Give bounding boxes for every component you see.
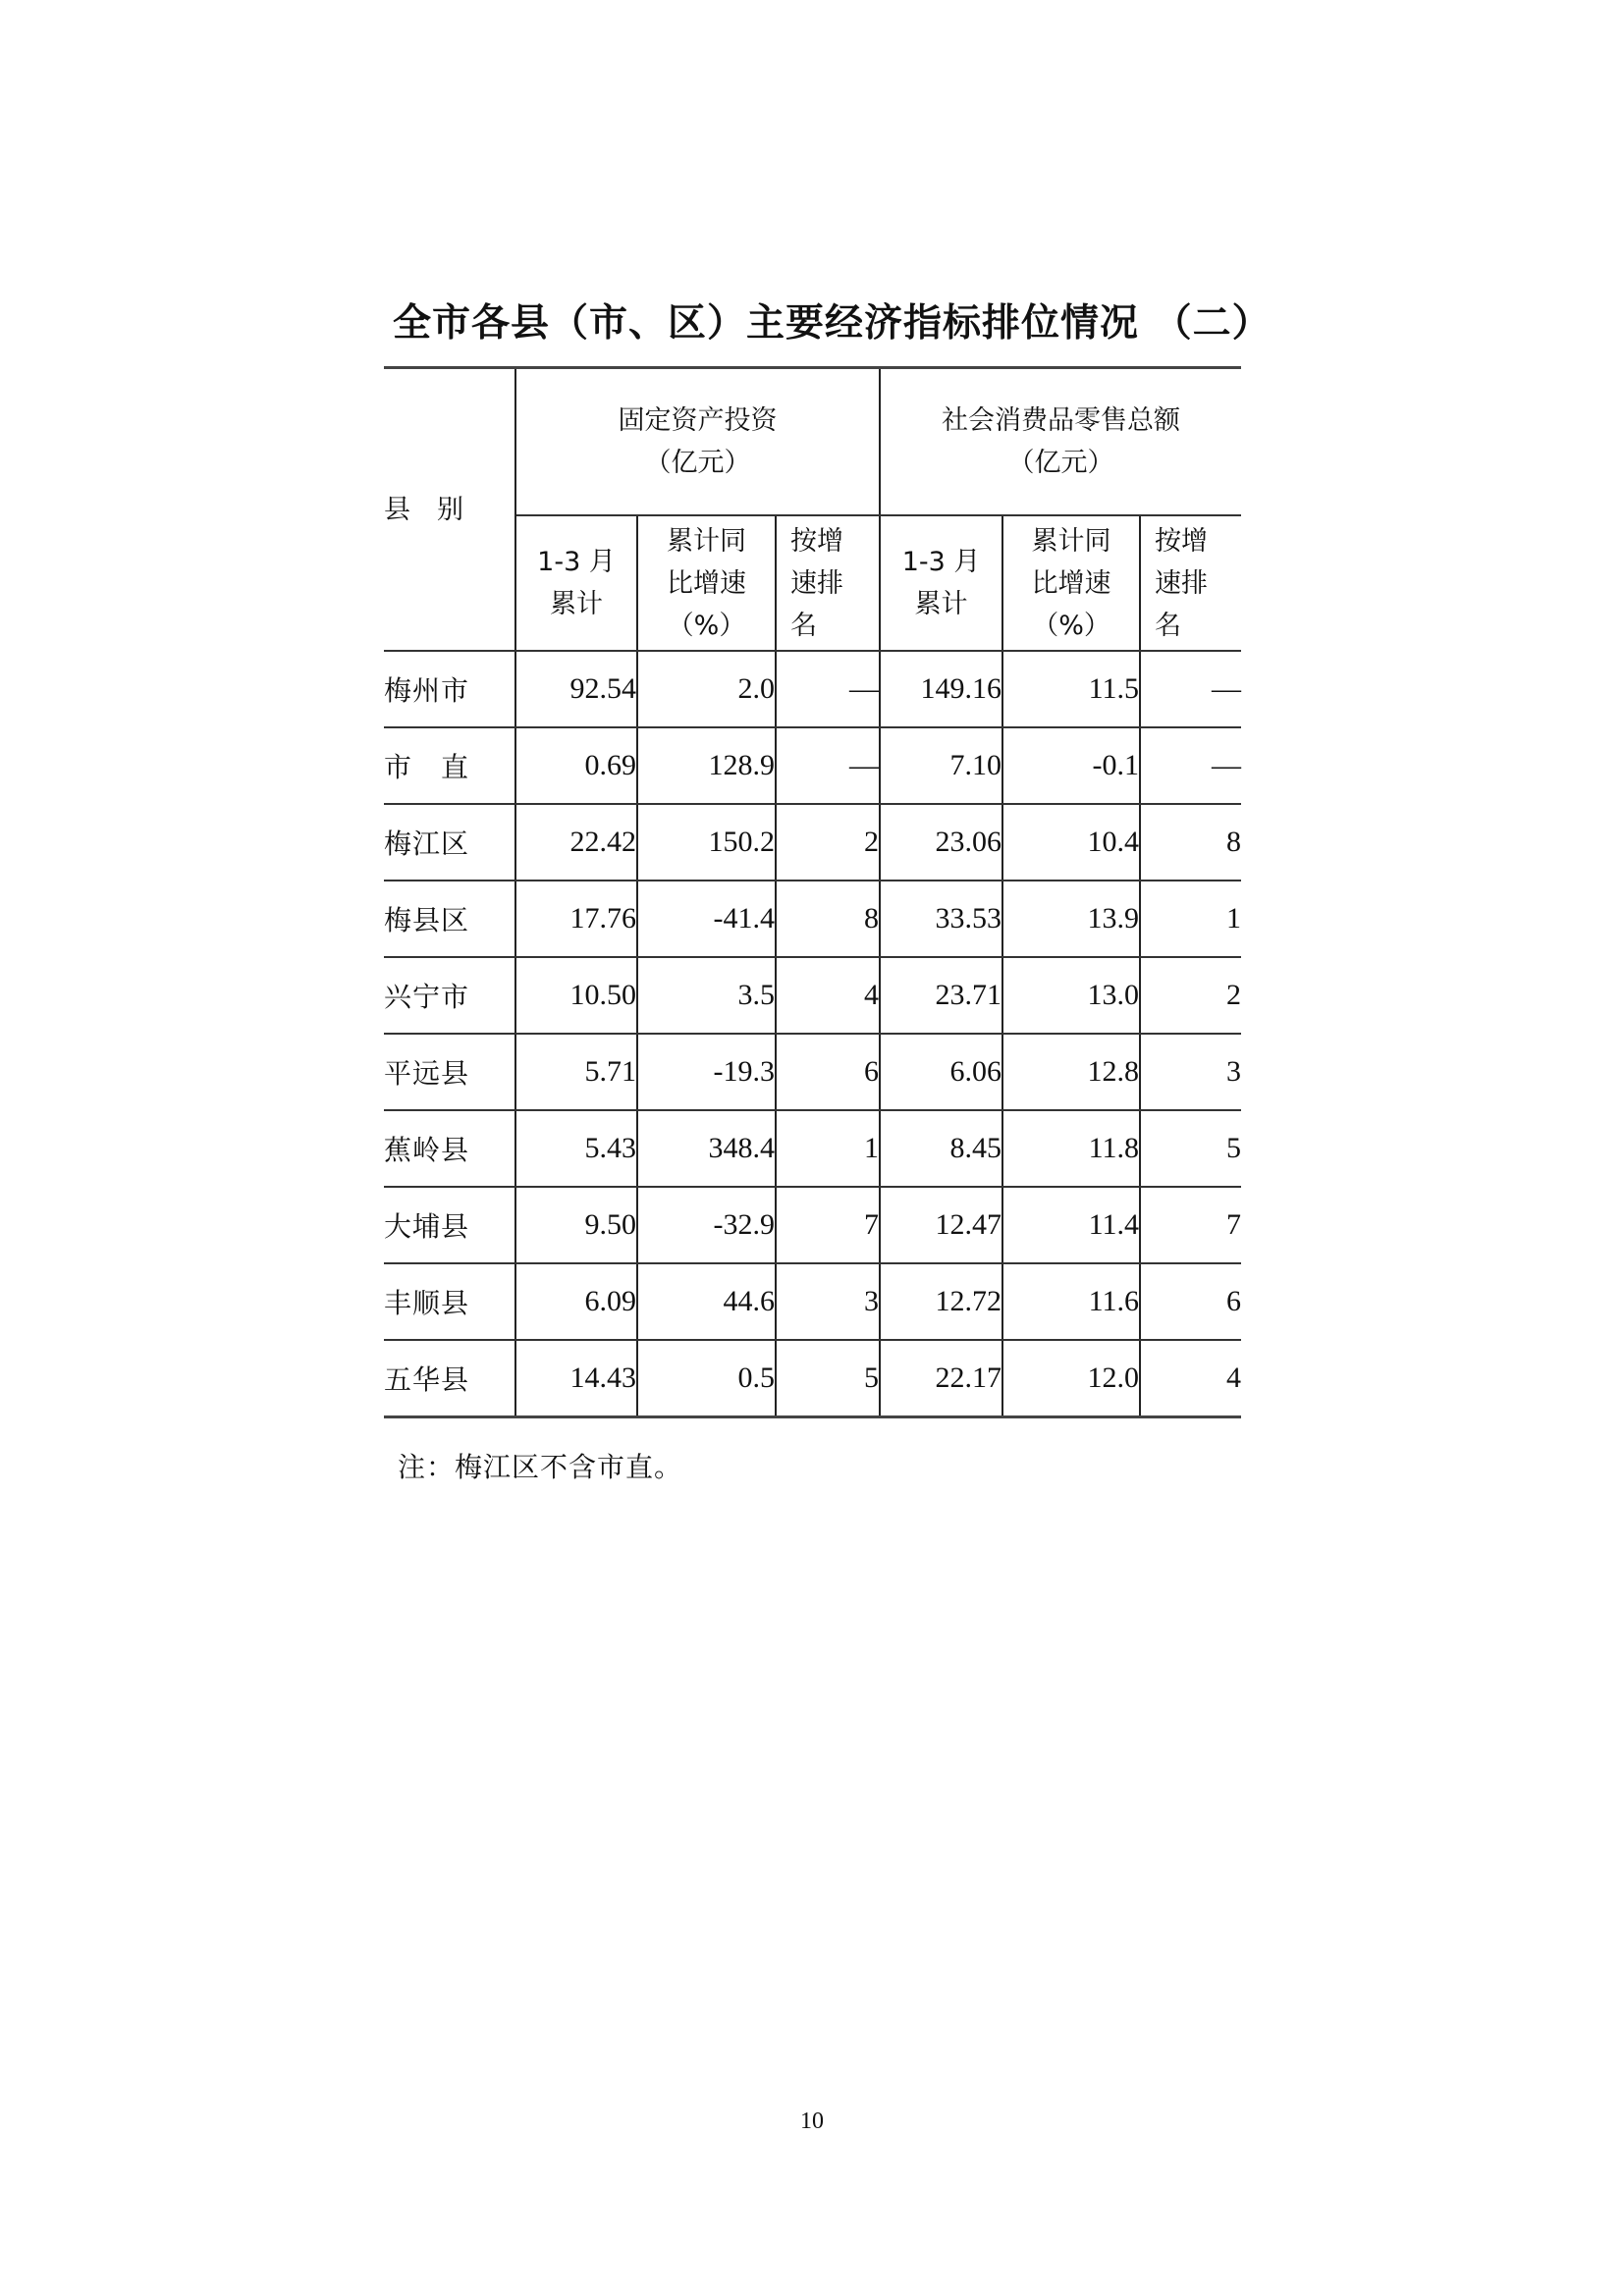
retail-rank: 2 xyxy=(1140,957,1241,1034)
retail-rank: 3 xyxy=(1140,1034,1241,1110)
fai-rank-header xyxy=(776,515,880,651)
retail-growth: 11.5 xyxy=(1002,651,1140,727)
table-row xyxy=(384,804,1241,881)
retail-rank: 8 xyxy=(1140,804,1241,881)
header-line: 1-3 月 xyxy=(901,547,981,577)
retail-total: 23.71 xyxy=(880,957,1002,1034)
retail-growth: -0.1 xyxy=(1002,727,1140,804)
county-name: 梅州市 xyxy=(384,651,515,727)
fai-rank: 1 xyxy=(776,1110,880,1187)
fai-growth: -41.4 xyxy=(637,881,776,957)
fai-total: 22.42 xyxy=(515,804,637,881)
retail-rank: — xyxy=(1140,651,1241,727)
fai-total: 5.71 xyxy=(515,1034,637,1110)
table-row xyxy=(384,1187,1241,1263)
page-title: 全市各县（市、区）主要经济指标排位情况 （二） xyxy=(393,301,1272,346)
retail-total: 149.16 xyxy=(880,651,1002,727)
fai-rank: 4 xyxy=(776,957,880,1034)
retail-rank: — xyxy=(1140,727,1241,804)
retail-total: 23.06 xyxy=(880,804,1002,881)
fai-total: 17.76 xyxy=(515,881,637,957)
fai-total-header xyxy=(515,515,637,651)
header-line: 比增速 xyxy=(1031,567,1111,599)
header-line: 速排 xyxy=(790,567,843,599)
header-line: （%） xyxy=(1032,610,1110,641)
retail-total: 8.45 xyxy=(880,1110,1002,1187)
retail-growth: 13.9 xyxy=(1002,881,1140,957)
fai-growth: 2.0 xyxy=(637,651,776,727)
group-title: 固定资产投资 xyxy=(618,405,778,436)
retail-growth: 11.8 xyxy=(1002,1110,1140,1187)
retail-growth: 11.4 xyxy=(1002,1187,1140,1263)
retail-total-header xyxy=(880,515,1002,651)
table-row xyxy=(384,727,1241,804)
header-line: 名 xyxy=(1155,610,1182,641)
retail-total: 22.17 xyxy=(880,1340,1002,1417)
fixed-asset-investment-header xyxy=(515,368,880,516)
fai-total: 92.54 xyxy=(515,651,637,727)
header-line: 比增速 xyxy=(667,567,746,599)
county-name: 兴宁市 xyxy=(384,957,515,1034)
county-name: 蕉岭县 xyxy=(384,1110,515,1187)
header-line: 1-3 月 xyxy=(537,547,616,577)
fai-growth: 150.2 xyxy=(637,804,776,881)
group-unit: （亿元） xyxy=(1007,448,1114,478)
fai-growth: 0.5 xyxy=(637,1340,776,1417)
header-line: （%） xyxy=(667,610,746,641)
table-row xyxy=(384,957,1241,1034)
group-unit: （亿元） xyxy=(644,448,751,478)
county-name: 梅江区 xyxy=(384,804,515,881)
fai-growth: -32.9 xyxy=(637,1187,776,1263)
fai-rank: — xyxy=(776,651,880,727)
retail-growth: 11.6 xyxy=(1002,1263,1140,1340)
retail-growth: 12.0 xyxy=(1002,1340,1140,1417)
fai-rank: 2 xyxy=(776,804,880,881)
fai-growth: -19.3 xyxy=(637,1034,776,1110)
fai-rank: 8 xyxy=(776,881,880,957)
fai-total: 9.50 xyxy=(515,1187,637,1263)
table-row xyxy=(384,651,1241,727)
fai-growth: 3.5 xyxy=(637,957,776,1034)
retail-rank: 6 xyxy=(1140,1263,1241,1340)
fai-rank: 3 xyxy=(776,1263,880,1340)
header-line: 名 xyxy=(790,610,817,641)
retail-growth: 13.0 xyxy=(1002,957,1140,1034)
county-name: 梅县区 xyxy=(384,881,515,957)
header-line: 速排 xyxy=(1155,567,1209,599)
header-line: 累计同 xyxy=(1031,525,1111,557)
retail-rank: 1 xyxy=(1140,881,1241,957)
header-line: 按增 xyxy=(1155,525,1209,557)
retail-rank: 5 xyxy=(1140,1110,1241,1187)
county-name: 大埔县 xyxy=(384,1187,515,1263)
fai-growth: 348.4 xyxy=(637,1110,776,1187)
header-line: 累计 xyxy=(550,589,603,619)
retail-total: 12.47 xyxy=(880,1187,1002,1263)
fai-rank: 5 xyxy=(776,1340,880,1417)
header-line: 累计同 xyxy=(667,525,746,557)
fai-growth: 128.9 xyxy=(637,727,776,804)
group-title: 社会消费品零售总额 xyxy=(942,405,1181,436)
county-column-header: 县 别 xyxy=(384,368,515,652)
header-line: 按增 xyxy=(790,525,843,557)
retail-rank-header xyxy=(1140,515,1241,651)
fai-total: 10.50 xyxy=(515,957,637,1034)
retail-growth: 12.8 xyxy=(1002,1034,1140,1110)
retail-total: 12.72 xyxy=(880,1263,1002,1340)
retail-total: 6.06 xyxy=(880,1034,1002,1110)
table-footnote: 注：梅江区不含市直。 xyxy=(398,1451,683,1483)
page-number: 10 xyxy=(800,2109,824,2134)
fai-total: 14.43 xyxy=(515,1340,637,1417)
fai-growth-header xyxy=(637,515,776,651)
retail-total: 7.10 xyxy=(880,727,1002,804)
county-name: 丰顺县 xyxy=(384,1263,515,1340)
table-row xyxy=(384,1263,1241,1340)
fai-rank: 7 xyxy=(776,1187,880,1263)
retail-total: 33.53 xyxy=(880,881,1002,957)
fai-total: 5.43 xyxy=(515,1110,637,1187)
county-name: 平远县 xyxy=(384,1034,515,1110)
retail-growth: 10.4 xyxy=(1002,804,1140,881)
retail-rank: 7 xyxy=(1140,1187,1241,1263)
county-name: 五华县 xyxy=(384,1340,515,1417)
table-row xyxy=(384,1034,1241,1110)
retail-growth-header xyxy=(1002,515,1140,651)
table-row xyxy=(384,1340,1241,1417)
fai-rank: — xyxy=(776,727,880,804)
county-name: 市 直 xyxy=(384,727,515,804)
header-line: 累计 xyxy=(914,589,968,619)
table-row xyxy=(384,881,1241,957)
retail-sales-header xyxy=(880,368,1241,516)
fai-rank: 6 xyxy=(776,1034,880,1110)
economic-indicators-table xyxy=(384,366,1241,1418)
fai-total: 6.09 xyxy=(515,1263,637,1340)
fai-total: 0.69 xyxy=(515,727,637,804)
retail-rank: 4 xyxy=(1140,1340,1241,1417)
fai-growth: 44.6 xyxy=(637,1263,776,1340)
table-row xyxy=(384,1110,1241,1187)
